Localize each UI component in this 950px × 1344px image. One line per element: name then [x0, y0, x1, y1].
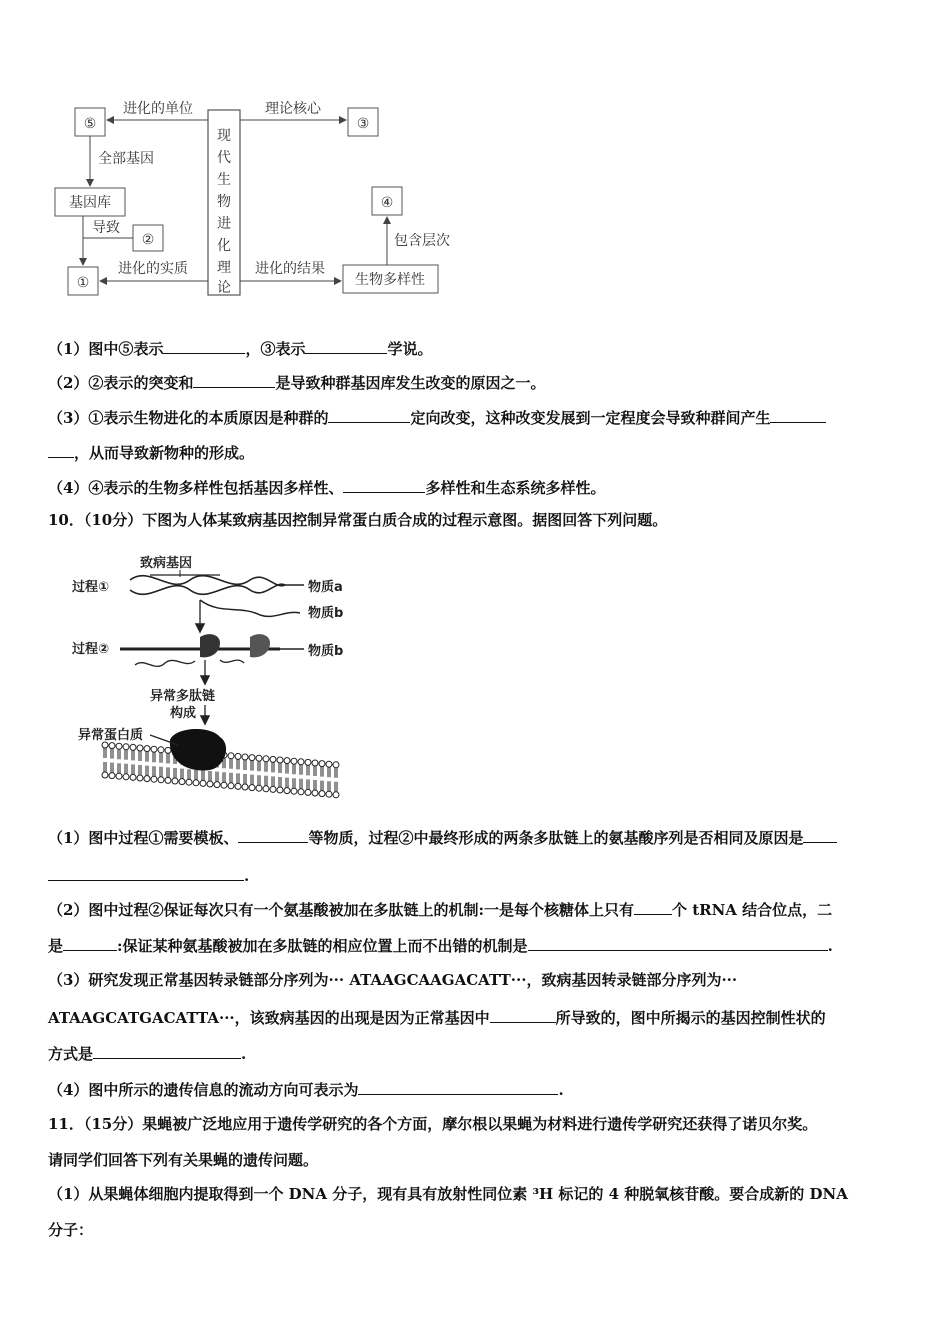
lipid-tail: [146, 766, 148, 776]
fig-substance-b2: 物质b: [308, 644, 344, 659]
lipid-tail: [321, 781, 323, 791]
lipid-head: [235, 753, 241, 759]
q9-part1: （1）图中⑤表示 ，③表示 学说。: [48, 337, 432, 359]
lipid-tail: [195, 770, 197, 780]
lipid-tail: [216, 772, 218, 782]
label-cause: 导致: [92, 220, 120, 236]
lipid-head: [249, 755, 255, 761]
blank[interactable]: [528, 934, 828, 951]
lipid-tail: [272, 776, 274, 786]
q9-part2: （2）②表示的突变和 是导致种群基因库发生改变的原因之一。: [48, 371, 545, 393]
lipid-head: [144, 746, 150, 752]
q10-part4: （4）图中所示的遗传信息的流动方向可表示为 .: [48, 1078, 564, 1100]
svg-text:理: 理: [217, 260, 231, 276]
lipid-head: [270, 786, 276, 792]
blank[interactable]: [48, 441, 74, 458]
lipid-head: [158, 777, 164, 783]
dna-strand: [130, 584, 285, 594]
lipid-head: [172, 778, 178, 784]
lipid-tail: [174, 768, 176, 778]
lipid-head: [305, 759, 311, 765]
lipid-tail: [300, 779, 302, 789]
blank[interactable]: [305, 337, 387, 354]
lipid-head: [193, 780, 199, 786]
svg-text:代: 代: [217, 150, 231, 166]
gene-expression-diagram: [60, 545, 370, 810]
lipid-tail: [181, 769, 183, 779]
lipid-tail: [202, 770, 204, 780]
lipid-head: [319, 761, 325, 767]
lipid-tail: [265, 762, 267, 772]
lipid-head: [151, 746, 157, 752]
ribosome: [250, 634, 270, 657]
lipid-head: [165, 747, 171, 753]
lipid-tail: [293, 764, 295, 774]
blank[interactable]: [163, 337, 245, 354]
evolution-concept-diagram: [50, 95, 470, 310]
lipid-head: [277, 757, 283, 763]
lipid-head: [291, 788, 297, 794]
label-levels: 包含层次: [394, 233, 450, 249]
lipid-head: [263, 756, 269, 762]
lipid-tail: [300, 765, 302, 775]
lipid-head: [298, 789, 304, 795]
fig-gene-label: 致病基因: [140, 556, 193, 571]
lipid-head: [291, 758, 297, 764]
blank[interactable]: [343, 476, 425, 493]
lipid-tail: [335, 782, 337, 792]
box-5-label: ⑤: [83, 116, 97, 132]
lipid-tail: [118, 763, 120, 773]
box-1-label: ①: [76, 275, 90, 291]
lipid-tail: [125, 750, 127, 760]
svg-text:化: 化: [217, 238, 231, 254]
lipid-tail: [314, 766, 316, 776]
blank[interactable]: [48, 864, 244, 881]
lipid-tail: [237, 773, 239, 783]
dna-strand: [130, 576, 285, 586]
svg-text:物: 物: [217, 194, 231, 210]
lipid-tail: [160, 767, 162, 777]
lipid-tail: [153, 752, 155, 762]
blank[interactable]: [193, 371, 275, 388]
q10-part3-cont2: 方式是 .: [48, 1042, 246, 1064]
lipid-tail: [286, 764, 288, 774]
lipid-head: [137, 775, 143, 781]
abnormal-protein: [170, 729, 226, 770]
lipid-tail: [279, 777, 281, 787]
lipid-head: [109, 773, 115, 779]
q10-header: 10．（10分）下图为人体某致病基因控制异常蛋白质合成的过程示意图。据图回答下列问题。: [48, 511, 668, 529]
lipid-tail: [104, 762, 106, 772]
lipid-tail: [139, 765, 141, 775]
q11-part1-cont: 分子：: [48, 1221, 94, 1239]
q9-part4: （4）④表示的生物多样性包括基因多样性、 多样性和生态系统多样性。: [48, 476, 605, 498]
lipid-head: [228, 753, 234, 759]
box-3-label: ③: [356, 116, 370, 132]
lipid-head: [186, 779, 192, 785]
lipid-tail: [286, 778, 288, 788]
q10-part3: （3）研究发现正常基因转录链部分序列为··· ATAAGCAAGACATT···，致病基因转录链部分序列为···: [48, 971, 738, 989]
lipid-tail: [307, 765, 309, 775]
lipid-head: [242, 784, 248, 790]
box-2-label: ②: [141, 232, 155, 248]
lipid-head: [116, 773, 122, 779]
lipid-head: [256, 755, 262, 761]
lipid-tail: [188, 769, 190, 779]
blank[interactable]: [238, 826, 308, 843]
lipid-tail: [230, 759, 232, 769]
q11-header: 11．（15分）果蝇被广泛地应用于遗传学研究的各个方面，摩尔根以果蝇为材料进行遗传学研究还获得了诺贝尔奖。: [48, 1115, 818, 1133]
lipid-head: [326, 791, 332, 797]
ribosome: [200, 634, 220, 657]
label-essence: 进化的实质: [118, 261, 188, 277]
lipid-tail: [153, 766, 155, 776]
biodiversity-label: 生物多样性: [355, 272, 425, 288]
lipid-tail: [230, 773, 232, 783]
lipid-head: [242, 754, 248, 760]
lipid-head: [312, 760, 318, 766]
lipid-tail: [251, 775, 253, 785]
lipid-tail: [139, 751, 141, 761]
lipid-head: [312, 790, 318, 796]
lipid-tail: [111, 763, 113, 773]
blank[interactable]: [63, 934, 117, 951]
label-unit: 进化的单位: [123, 101, 193, 117]
lipid-tail: [328, 781, 330, 791]
lipid-tail: [321, 767, 323, 777]
fig-substance-b1: 物质b: [308, 606, 344, 621]
lipid-tail: [104, 748, 106, 758]
lipid-tail: [272, 762, 274, 772]
lipid-tail: [111, 749, 113, 759]
blank[interactable]: [358, 1078, 558, 1095]
label-core: 理论核心: [265, 101, 321, 117]
lipid-head: [249, 785, 255, 791]
lipid-tail: [265, 776, 267, 786]
lipid-head: [319, 791, 325, 797]
q9-part3: （3）①表示生物进化的本质原因是种群的 定向改变，这种改变发展到一定程度会导致种群间产生: [48, 406, 826, 428]
lipid-tail: [223, 772, 225, 782]
q10-part2: （2）图中过程②保证每次只有一个氨基酸被加在多肽链上的机制:一是每个核糖体上只有 个 tRNA 结合位点，二: [48, 898, 832, 920]
gene-pool-label: 基因库: [69, 195, 111, 211]
label-result: 进化的结果: [255, 261, 325, 277]
lipid-tail: [167, 767, 169, 777]
lipid-tail: [223, 758, 225, 768]
lipid-tail: [328, 767, 330, 777]
lipid-head: [221, 782, 227, 788]
lipid-head: [123, 774, 129, 780]
lipid-tail: [146, 752, 148, 762]
lipid-tail: [307, 779, 309, 789]
lipid-head: [284, 758, 290, 764]
lipid-head: [179, 779, 185, 785]
lipid-head: [326, 761, 332, 767]
lipid-head: [109, 743, 115, 749]
q9-part3-cont: ，从而导致新物种的形成。: [48, 441, 254, 463]
q10-part1-cont: .: [48, 864, 249, 886]
lipid-head: [277, 787, 283, 793]
lipid-tail: [251, 761, 253, 771]
svg-text:进: 进: [217, 216, 231, 232]
blank[interactable]: [490, 1006, 556, 1023]
lipid-tail: [293, 778, 295, 788]
fig-protein-label: 异常蛋白质: [78, 728, 144, 743]
lipid-tail: [279, 763, 281, 773]
lipid-tail: [132, 750, 134, 760]
fig-chain-label: 异常多肽链: [150, 689, 216, 704]
lipid-head: [256, 785, 262, 791]
lipid-tail: [118, 749, 120, 759]
lipid-head: [298, 759, 304, 765]
lipid-tail: [125, 764, 127, 774]
lipid-tail: [314, 780, 316, 790]
q10-part1: （1）图中过程①需要模板、 等物质，过程②中最终形成的两条多肽链上的氨基酸序列是否相同及原因是: [48, 826, 837, 848]
lipid-head: [333, 762, 339, 768]
lipid-head: [130, 774, 136, 780]
q10-part3-cont: ATAAGCATGACATTA···，该致病基因的出现是因为正常基因中 所导致的，图中所揭示的基因控制性状的: [48, 1006, 826, 1028]
label-all-genes: 全部基因: [98, 151, 154, 167]
lipid-tail: [258, 775, 260, 785]
lipid-tail: [244, 760, 246, 770]
blank[interactable]: [770, 406, 826, 423]
box-4-label: ④: [380, 195, 394, 211]
lipid-tail: [258, 761, 260, 771]
lipid-tail: [167, 753, 169, 763]
lipid-head: [116, 743, 122, 749]
svg-text:生: 生: [217, 172, 231, 188]
fig-process1-label: 过程①: [72, 580, 110, 595]
lipid-tail: [335, 768, 337, 778]
lipid-tail: [160, 753, 162, 763]
lipid-tail: [244, 774, 246, 784]
svg-text:论: 论: [217, 280, 231, 296]
lipid-tail: [132, 764, 134, 774]
lipid-head: [263, 786, 269, 792]
lipid-head: [214, 782, 220, 788]
svg-text:现: 现: [217, 128, 231, 144]
lipid-head: [333, 792, 339, 798]
blank[interactable]: [93, 1042, 241, 1059]
lipid-head: [235, 783, 241, 789]
lipid-head: [200, 780, 206, 786]
lipid-head: [130, 744, 136, 750]
fig-form-label: 构成: [170, 706, 197, 721]
lipid-head: [284, 788, 290, 794]
q10-part2-cont: 是 :保证某种氨基酸被加在多肽链的相应位置上而不出错的机制是 .: [48, 934, 833, 956]
blank[interactable]: [328, 406, 410, 423]
lipid-tail: [237, 759, 239, 769]
blank[interactable]: [803, 826, 837, 843]
lipid-head: [144, 776, 150, 782]
q11-header-cont: 请同学们回答下列有关果蝇的遗传问题。: [48, 1151, 319, 1169]
lipid-tail: [209, 771, 211, 781]
lipid-head: [270, 756, 276, 762]
lipid-head: [151, 776, 157, 782]
lipid-head: [158, 747, 164, 753]
blank[interactable]: [634, 898, 672, 915]
q11-part1: （1）从果蝇体细胞内提取得到一个 DNA 分子，现有具有放射性同位素 ³H 标记的 4 种脱氧核苷酸。要合成新的 DNA: [48, 1185, 848, 1203]
fig-substance-a: 物质a: [308, 580, 343, 595]
lipid-head: [123, 744, 129, 750]
fig-process2-label: 过程②: [72, 642, 110, 657]
lipid-head: [165, 777, 171, 783]
lipid-head: [137, 745, 143, 751]
lipid-head: [305, 789, 311, 795]
lipid-head: [207, 781, 213, 787]
lipid-head: [102, 772, 108, 778]
lipid-head: [228, 783, 234, 789]
